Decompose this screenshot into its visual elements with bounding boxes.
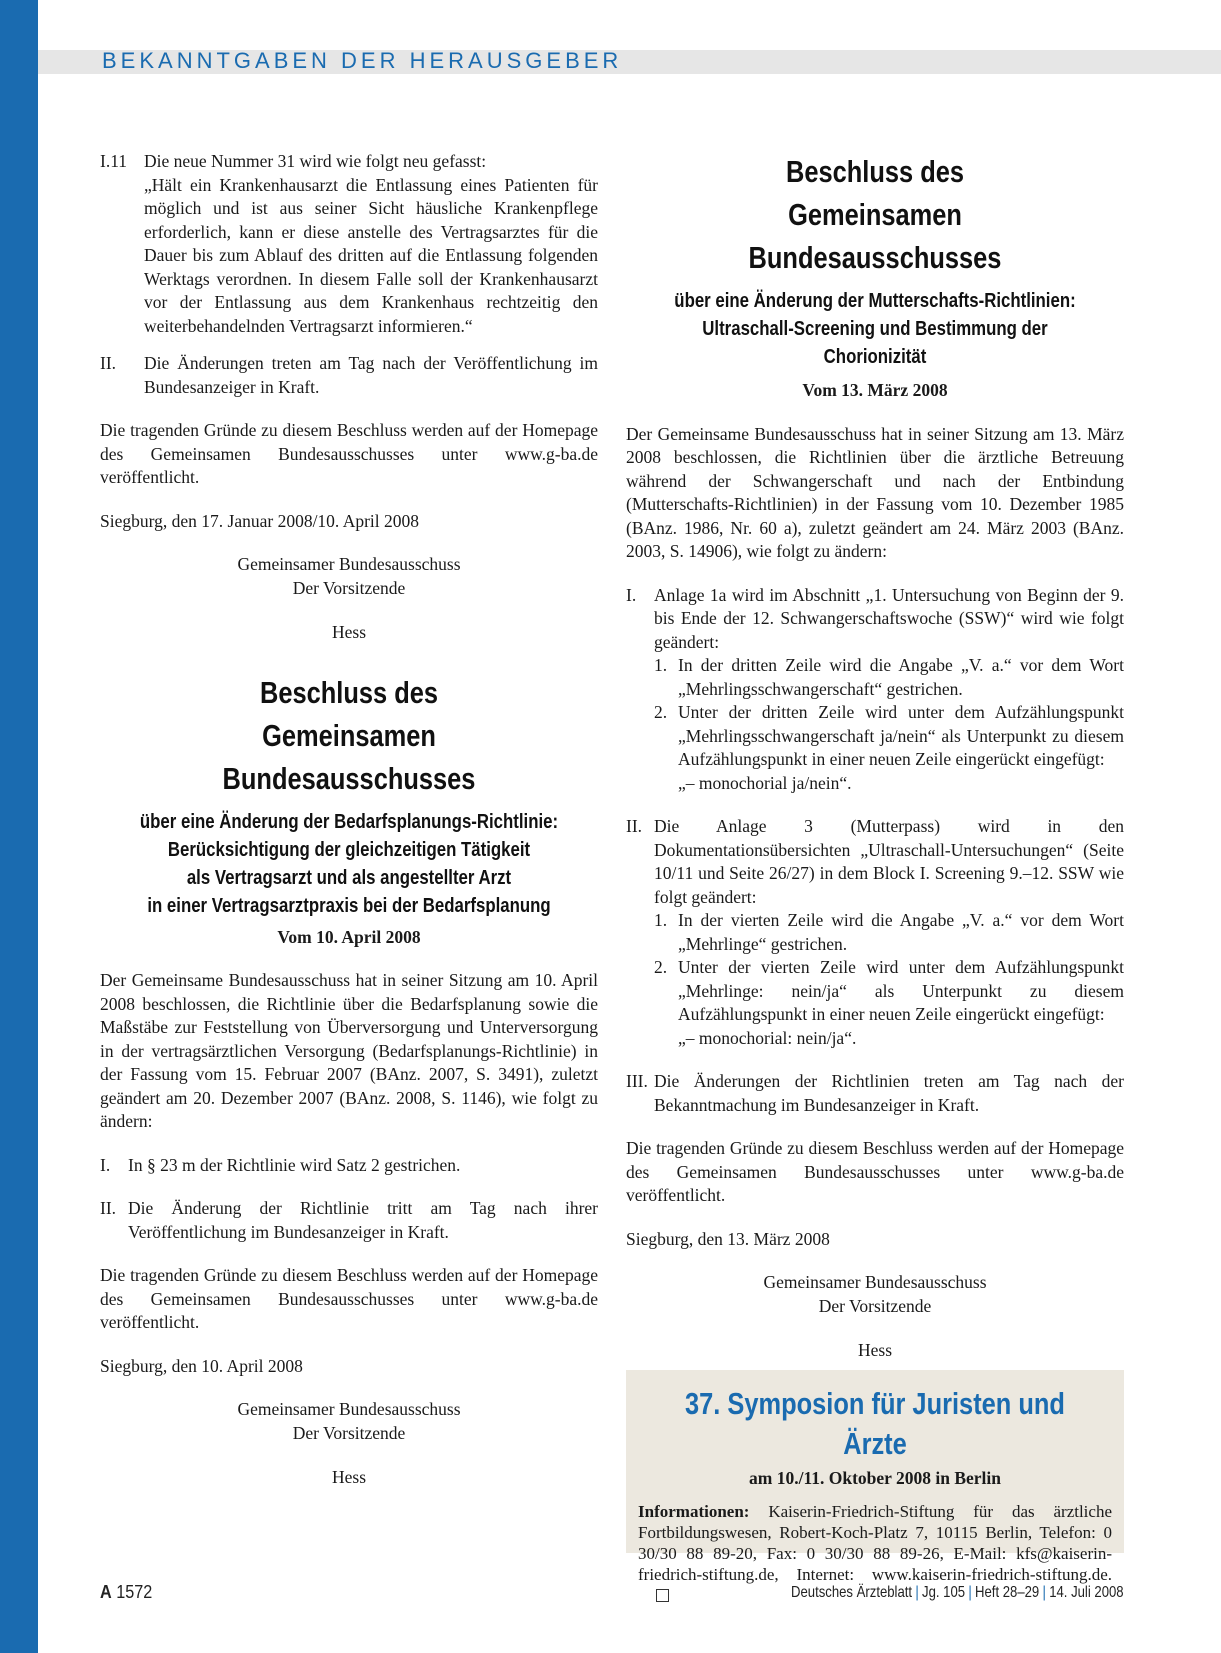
subitem-2 — [654, 701, 1124, 795]
resolution-subtitle: Ultraschall-Screening und Bestimmung der Chorionizität — [702, 318, 1048, 368]
info-label: Informationen: — [638, 1502, 750, 1521]
right-column — [626, 150, 1124, 1363]
journal-volume: Jg. 105 — [922, 1584, 966, 1601]
subitem-number: 2. — [654, 957, 668, 977]
item-number: I.11 — [100, 151, 128, 171]
subitem-1 — [654, 654, 1124, 701]
item-number: II. — [100, 353, 117, 373]
quote-text: „Hält ein Krankenhausarzt die Entlassung eines Patienten für möglich und ist aus seiner Sicht häusliche Krankenpflege erforderlich, kann er diese anstelle des Vertragsarztes für die Dauer bis zum Ablauf des dritten auf die Entlassung folgenden Werktags verordnen. In diesem Falle soll der Krankenhausarzt vor der Entlassung aus dem Krankenhaus rechtzeitig den weiterbehandelnden Vertragsarzt informieren.“ — [144, 174, 598, 336]
item-text: Die Änderung der Richtlinie tritt am Tag nach ihrer Veröffentlichung im Bundesanzeiger in Kraft. — [128, 1198, 598, 1242]
symposium-title: 37. Symposion für Juristen und Ärzte — [685, 1386, 1065, 1461]
side-accent-bar — [0, 0, 38, 1653]
signature-org: Gemeinsamer Bundesausschuss — [237, 554, 461, 574]
item-number: III. — [626, 1071, 648, 1091]
signature-name: Hess — [331, 622, 367, 642]
insert-text: „– monochorial ja/nein“. — [678, 772, 852, 793]
item-iii — [626, 1070, 1124, 1117]
resolution-subtitle: Berücksichtigung der gleichzeitigen Tätigkeit — [167, 838, 531, 861]
item-text: Anlage 1a wird im Abschnitt „1. Untersuchung von Beginn der 9. bis Ende der 12. Schwangerschaftswoche (SSW)“ wird wie folgt geändert: — [654, 584, 1124, 652]
reasons-text: Die tragenden Gründe zu diesem Beschluss werden auf der Homepage des Gemeinsamen Bundesausschusses unter www.g-ba.de veröffentlicht. — [100, 1265, 598, 1332]
resolution-title: Beschluss des — [785, 154, 965, 189]
resolution-title: Beschluss des — [259, 674, 439, 710]
item-i — [626, 584, 1124, 796]
reasons-text: Die tragenden Gründe zu diesem Beschluss werden auf der Homepage des Gemeinsamen Bundesausschusses unter www.g-ba.de veröffentlicht. — [100, 420, 598, 487]
item-number: I. — [100, 1154, 111, 1175]
left-column — [100, 150, 598, 1490]
item-text: In § 23 m der Richtlinie wird Satz 2 gestrichen. — [128, 1154, 461, 1175]
signature-role: Der Vorsitzende — [292, 577, 406, 598]
journal-name: Deutsches Ärzteblatt — [791, 1584, 913, 1601]
resolution-subtitle: über eine Änderung der Bedarfsplanungs-Richtlinie: — [139, 810, 559, 833]
signature-role: Der Vorsitzende — [292, 1422, 406, 1443]
subitem-2 — [654, 956, 1124, 1050]
info-text: Kaiserin-Friedrich-Stiftung für das ärztliche Fortbildungswesen, Robert-Koch-Platz 7, 10115 Berlin, Telefon: 0 30/30 88 89-20, Fax: 0 30/30 88 89-26, E-Mail: kfs@kaiserin-friedrich-stiftung.de, Internet: www.kaiserin-friedrich-stiftung.de. — [638, 1502, 1112, 1584]
subitem-1 — [654, 909, 1124, 956]
symposium-box — [626, 1370, 1124, 1584]
resolution-subtitle: als Vertragsarzt und als angestellter Arzt — [186, 866, 512, 889]
page-number — [100, 1582, 152, 1603]
item-ii — [100, 1197, 598, 1244]
signature-org: Gemeinsamer Bundesausschuss — [763, 1272, 987, 1292]
place-date: Siegburg, den 13. März 2008 — [626, 1228, 830, 1249]
resolution-title: Gemeinsamen Bundesausschusses — [748, 197, 1002, 275]
resolution-title: Gemeinsamen Bundesausschusses — [222, 717, 476, 796]
item-number: II. — [626, 816, 643, 836]
subitem-text: In der vierten Zeile wird die Angabe „V. a.“ vor dem Wort „Mehrlinge“ gestrichen. — [678, 910, 1124, 954]
item-text: Die Änderungen der Richtlinien treten am Tag nach der Bekanntmachung im Bundesanzeiger in Kraft. — [654, 1071, 1124, 1115]
signature-role: Der Vorsitzende — [818, 1295, 932, 1316]
signature-name: Hess — [857, 1340, 893, 1360]
reasons-text: Die tragenden Gründe zu diesem Beschluss werden auf der Homepage des Gemeinsamen Bundesausschusses unter www.g-ba.de veröffentlicht. — [626, 1138, 1124, 1205]
intro-text: Der Gemeinsame Bundesausschuss hat in seiner Sitzung am 10. April 2008 beschlossen, die Richtlinie über die Bedarfsplanung sowie die Maßstäbe zur Feststellung von Überversorgung und Unterversorgung in der vertragsärztlichen Versorgung (Bedarfsplanungs-Richtlinie) in der Fassung vom 15. Februar 2007 (BAnz. 2007, S. 3491), zuletzt geändert am 20. Dezember 2007 (BAnz. 2008, S. 1146), wie folgt zu ändern: — [100, 970, 598, 1131]
item-text: Die Anlage 3 (Mutterpass) wird in den Dokumentationsübersichten „Ultraschall-Untersuchungen“ (Seite 10/11 und Seite 26/27) in dem Block I. Screening 9.–12. SSW wie folgt geändert: — [654, 816, 1124, 907]
section-header: BEKANNTGABEN DER HERAUSGEBER — [102, 48, 623, 73]
resolution-date: Vom 10. April 2008 — [277, 926, 421, 947]
symposium-date: am 10./11. Oktober 2008 in Berlin — [749, 1468, 1001, 1488]
subitem-number: 1. — [654, 655, 668, 675]
journal-info: Deutsches Ärzteblatt | Jg. 105 | Heft 28–29 | 14. Juli 2008 — [791, 1584, 1124, 1601]
intro-text: Der Gemeinsame Bundesausschuss hat in seiner Sitzung am 13. März 2008 beschlossen, die Richtlinien über die ärztliche Betreuung während der Schwangerschaft und nach der Entbindung (Mutterschafts-Richtlinien) in der Fassung vom 10. Dezember 1985 (BAnz. 1986, Nr. 60 a), zuletzt geändert am 24. März 2003 (BAnz. 2003, S. 14906), wie folgt zu ändern: — [626, 423, 1124, 561]
subitem-text: Unter der vierten Zeile wird unter dem Aufzählungspunkt „Mehrlinge: nein/ja“ als Unterpunkt zu diesem Aufzählungspunkt in einer neuen Zeile eingerückt eingefügt: — [678, 957, 1124, 1024]
item-ii — [100, 352, 598, 399]
journal-issue: Heft 28–29 — [975, 1584, 1040, 1601]
signature-name: Hess — [331, 1467, 367, 1487]
subitem-number: 1. — [654, 910, 668, 930]
insert-text: „– monochorial: nein/ja“. — [678, 1027, 857, 1048]
item-text: Die Änderungen treten am Tag nach der Veröffentlichung im Bundesanzeiger in Kraft. — [144, 353, 598, 397]
item-number: II. — [100, 1198, 117, 1218]
signature-org: Gemeinsamer Bundesausschuss — [237, 1399, 461, 1419]
journal-date: 14. Juli 2008 — [1049, 1584, 1124, 1601]
resolution-subtitle: in einer Vertragsarztpraxis bei der Bedarfsplanung — [147, 894, 551, 917]
item-text: Die neue Nummer 31 wird wie folgt neu gefasst: — [144, 151, 487, 171]
place-date: Siegburg, den 10. April 2008 — [100, 1355, 303, 1376]
end-square-icon — [656, 1589, 669, 1602]
item-i11 — [100, 150, 598, 338]
subitem-number: 2. — [654, 702, 668, 722]
subitem-text: Unter der dritten Zeile wird unter dem Aufzählungspunkt „Mehrlingsschwangerschaft ja/nein“ als Unterpunkt zu diesem Aufzählungspunkt in einer neuen Zeile eingerückt eingefügt: — [678, 702, 1124, 769]
subitem-text: In der dritten Zeile wird die Angabe „V. a.“ vor dem Wort „Mehrlingsschwangerschaft“ gestrichen. — [678, 655, 1124, 699]
place-date: Siegburg, den 17. Januar 2008/10. April 2008 — [100, 510, 420, 531]
resolution-subtitle: über eine Änderung der Mutterschafts-Richtlinien: — [674, 290, 1076, 312]
page-prefix: A — [100, 1582, 112, 1602]
item-number: I. — [626, 584, 637, 605]
page-number-value: 1572 — [116, 1582, 153, 1602]
item-i — [100, 1154, 598, 1178]
resolution-date: Vom 13. März 2008 — [802, 380, 948, 400]
item-ii — [626, 815, 1124, 1050]
